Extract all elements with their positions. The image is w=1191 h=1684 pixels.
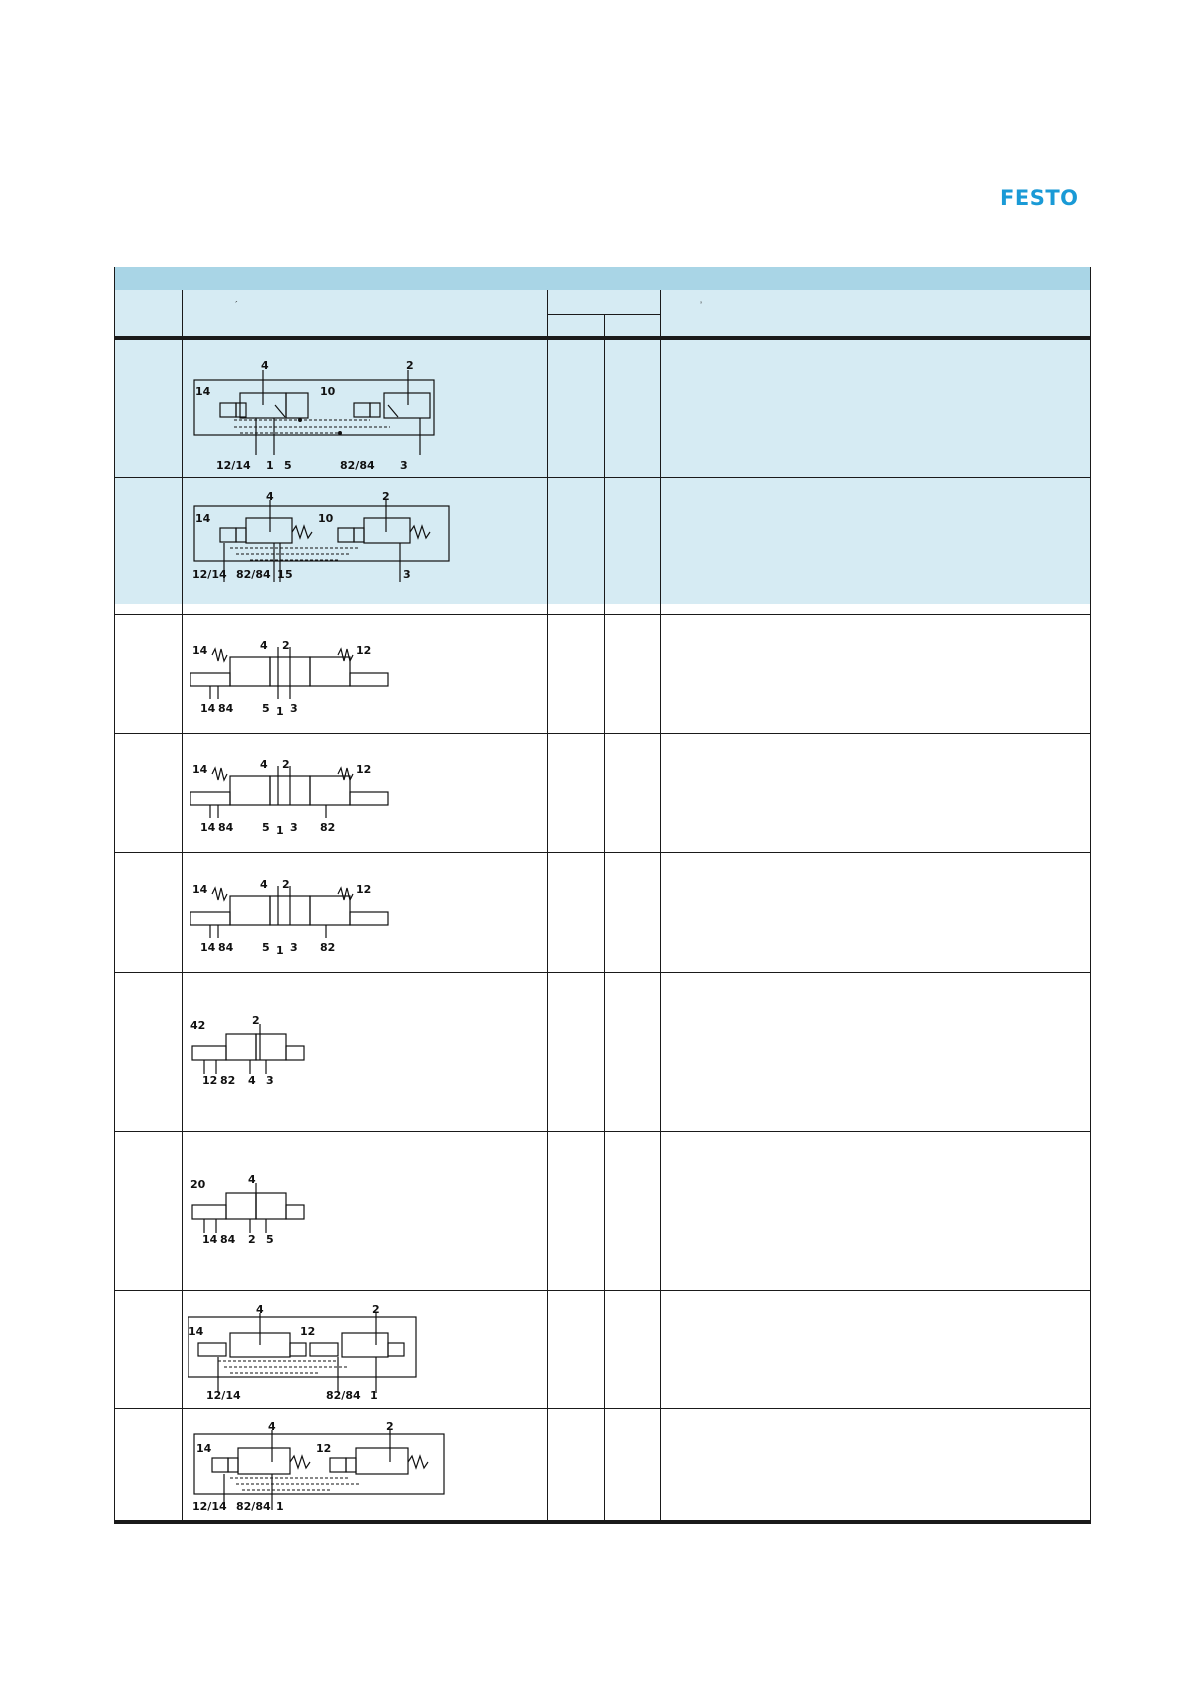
port-label: 3 — [290, 702, 298, 715]
port-label: 14 — [195, 385, 211, 398]
port-label: 12/14 — [206, 1389, 241, 1400]
port-label: 12/14 — [216, 459, 251, 470]
port-label: 3 — [290, 821, 298, 834]
port-label: 14 — [196, 1442, 212, 1455]
port-label: 82 — [320, 941, 336, 954]
port-label: 84 — [218, 821, 234, 834]
port-label: 12 — [356, 883, 372, 896]
port-label: 4 — [248, 1074, 256, 1084]
port-label: 12 — [202, 1074, 218, 1084]
port-label: 2 — [406, 359, 414, 372]
valve-symbol-4 — [190, 756, 390, 836]
port-label: 4 — [248, 1173, 256, 1186]
port-label: 4 — [260, 639, 268, 652]
col-divider-3 — [604, 314, 605, 1524]
port-label: 14 — [202, 1233, 218, 1243]
port-label: 3 — [266, 1074, 274, 1084]
port-label: 3 — [290, 941, 298, 954]
table-column-header — [114, 290, 1091, 336]
table-header-band — [114, 267, 1091, 290]
port-label: 4 — [260, 758, 268, 771]
header-mark-col2: ´ — [235, 300, 238, 310]
port-label: 5 — [262, 821, 270, 834]
port-label: 14 — [200, 821, 216, 834]
port-label: 14 — [200, 702, 216, 715]
valve-symbol-5 — [190, 876, 390, 956]
port-label: 12 — [356, 644, 372, 657]
table-border-right — [1090, 267, 1091, 1524]
port-label: 82/84 — [326, 1389, 361, 1400]
port-label: 82 — [220, 1074, 236, 1084]
port-label: 4 — [261, 359, 269, 372]
port-label: 2 — [282, 758, 290, 771]
valve-symbol-9 — [190, 1422, 455, 1512]
valve-symbol-1 — [190, 355, 440, 470]
col-divider-4 — [660, 290, 661, 1524]
valve-symbol-6 — [190, 1014, 310, 1084]
port-label: 2 — [386, 1422, 394, 1433]
port-label: 1 — [276, 705, 284, 717]
col-divider-2 — [547, 290, 548, 1524]
row-divider — [114, 1131, 1091, 1132]
port-label: 4 — [256, 1305, 264, 1316]
valve-symbol-7 — [190, 1173, 310, 1243]
port-label: 4 — [268, 1422, 276, 1433]
header-bottom-rule — [114, 336, 1091, 340]
port-label: 82/84 — [236, 568, 271, 581]
row-divider — [114, 733, 1091, 734]
port-label: 5 — [284, 459, 292, 470]
port-label: 14 — [192, 644, 208, 657]
port-label: 1 — [370, 1389, 378, 1400]
port-label: 10 — [320, 385, 336, 398]
port-label: 42 — [190, 1019, 206, 1032]
table-border-left — [114, 267, 115, 1524]
port-label: 12 — [300, 1325, 316, 1338]
row-divider — [114, 852, 1091, 853]
port-label: 10 — [318, 512, 334, 525]
port-label: 12/14 — [192, 1500, 227, 1512]
port-label: 14 — [192, 883, 208, 896]
port-label: 14 — [192, 763, 208, 776]
port-label: 14 — [188, 1325, 204, 1338]
row-divider — [114, 1408, 1091, 1409]
port-label: 2 — [282, 878, 290, 891]
table-bottom-rule — [114, 1520, 1091, 1524]
port-label: 4 — [260, 878, 268, 891]
header-mark-col5: ’ — [700, 300, 702, 310]
valve-symbol-3 — [190, 637, 390, 717]
port-label: 1 — [277, 568, 285, 581]
port-label: 1 — [276, 1500, 284, 1512]
port-label: 82/84 — [236, 1500, 271, 1512]
festo-logo: FESTO — [1000, 186, 1079, 210]
subheader-line — [547, 314, 661, 315]
row-divider — [114, 614, 1091, 615]
port-label: 12/14 — [192, 568, 227, 581]
port-label: 2 — [282, 639, 290, 652]
port-label: 1 — [276, 824, 284, 836]
port-label: 5 — [285, 568, 293, 581]
port-label: 82 — [320, 821, 336, 834]
col-divider-1 — [182, 290, 183, 1524]
port-label: 5 — [262, 941, 270, 954]
port-label: 14 — [200, 941, 216, 954]
port-label: 3 — [403, 568, 411, 581]
valve-symbol-2 — [190, 492, 455, 582]
port-label: 1 — [276, 944, 284, 956]
port-label: 14 — [195, 512, 211, 525]
port-label: 5 — [266, 1233, 274, 1243]
port-label: 12 — [356, 763, 372, 776]
port-label: 5 — [262, 702, 270, 715]
port-label: 82/84 — [340, 459, 375, 470]
port-label: 20 — [190, 1178, 206, 1191]
valve-symbol-8 — [188, 1305, 428, 1400]
port-label: 2 — [252, 1014, 260, 1027]
port-label: 2 — [372, 1305, 380, 1316]
port-label: 2 — [382, 492, 390, 503]
port-label: 1 — [266, 459, 274, 470]
port-label: 84 — [218, 941, 234, 954]
port-label: 3 — [400, 459, 408, 470]
port-label: 2 — [248, 1233, 256, 1243]
port-label: 12 — [316, 1442, 332, 1455]
port-label: 84 — [218, 702, 234, 715]
row-divider — [114, 972, 1091, 973]
port-label: 4 — [266, 492, 274, 503]
port-label: 84 — [220, 1233, 236, 1243]
row-divider — [114, 477, 1091, 478]
row-divider — [114, 1290, 1091, 1291]
